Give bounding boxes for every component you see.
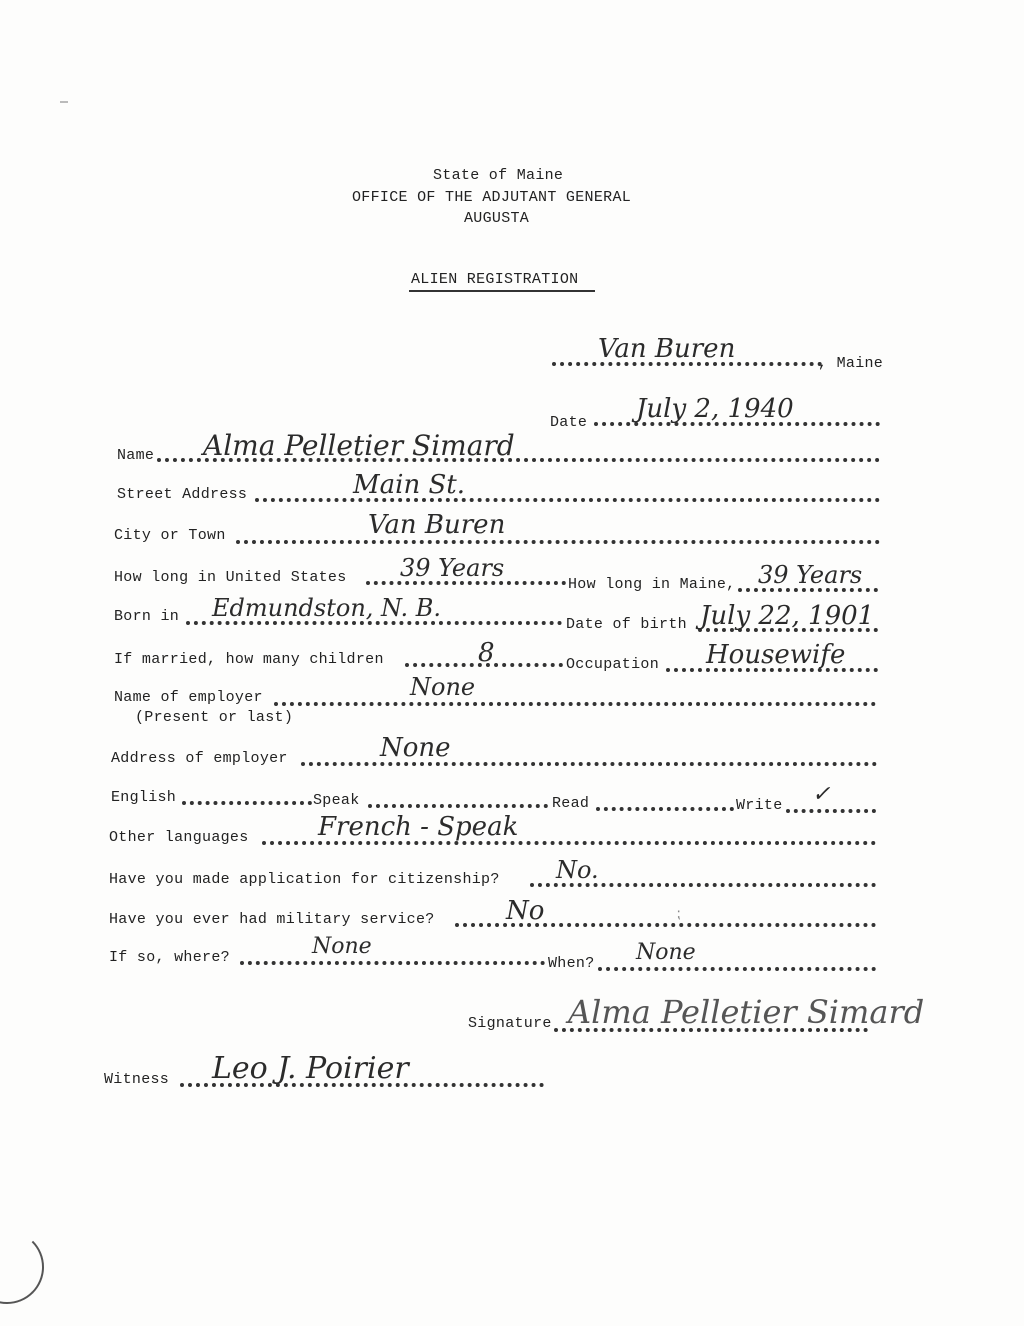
date-of-birth-label: Date of birth <box>566 616 687 633</box>
english-speak-label: Speak <box>313 792 360 809</box>
header-state: State of Maine <box>433 167 564 184</box>
where-value: None <box>312 934 372 959</box>
occupation-value: Housewife <box>706 640 846 670</box>
english-label: English <box>111 789 177 806</box>
citizenship-value: No. <box>556 856 599 884</box>
english-write-value: ✓ <box>812 782 831 807</box>
other-languages-label: Other languages <box>109 829 249 846</box>
location-state-label: , Maine <box>818 355 884 372</box>
where-label: If so, where? <box>109 949 230 966</box>
english-read-dots <box>596 807 734 811</box>
when-label: When? <box>548 955 595 972</box>
employer-address-value: None <box>380 733 451 763</box>
street-address-label: Street Address <box>117 486 248 503</box>
street-address-dots <box>255 498 880 502</box>
city-label: City or Town <box>114 527 226 544</box>
employer-name-dots <box>274 702 876 706</box>
how-long-us-label: How long in United States <box>114 569 347 586</box>
how-long-maine-label: How long in Maine, <box>568 576 736 593</box>
title-underline <box>409 290 595 292</box>
english-write-label: Write <box>736 797 783 814</box>
city-dots <box>236 540 880 544</box>
where-dots <box>240 961 545 965</box>
date-of-birth-value: July 22, 1901 <box>700 601 875 631</box>
children-value: 8 <box>478 638 495 668</box>
how-long-us-value: 39 Years <box>400 554 505 582</box>
date-value: July 2, 1940 <box>636 394 794 424</box>
employer-address-label: Address of employer <box>111 750 288 767</box>
english-write-dots <box>786 809 876 813</box>
name-label: Name <box>117 447 155 464</box>
occupation-label: Occupation <box>566 656 660 673</box>
date-label: Date <box>550 414 588 431</box>
born-in-value: Edmundston, N. B. <box>212 594 442 622</box>
stray-mark: ⁏ <box>676 906 681 922</box>
employer-name-label: Name of employer <box>114 689 263 706</box>
when-dots <box>598 967 876 971</box>
employer-name-value: None <box>410 673 476 701</box>
military-value: No <box>506 896 545 926</box>
header-office: OFFICE OF THE ADJUTANT GENERAL <box>352 189 632 206</box>
how-long-maine-value: 39 Years <box>758 561 863 589</box>
military-label: Have you ever had military service? <box>109 911 435 928</box>
edge-curve <box>0 1230 44 1304</box>
city-value: Van Buren <box>368 510 506 540</box>
signature-value: Alma Pelletier Simard <box>568 993 925 1031</box>
signature-label: Signature <box>468 1015 552 1032</box>
english-speak-dots <box>368 804 548 808</box>
scan-mark <box>60 101 68 103</box>
street-address-value: Main St. <box>353 470 465 500</box>
other-languages-value: French - Speak <box>318 812 519 842</box>
witness-value: Leo J. Poirier <box>212 1051 409 1086</box>
header-city: AUGUSTA <box>464 210 530 227</box>
witness-label: Witness <box>104 1071 170 1088</box>
form-title: ALIEN REGISTRATION <box>411 271 579 288</box>
name-value: Alma Pelletier Simard <box>203 429 515 462</box>
citizenship-label: Have you made application for citizenship? <box>109 871 500 888</box>
employer-name-sublabel: (Present or last) <box>135 709 294 726</box>
english-dots <box>182 801 312 805</box>
location-town-handwritten: Van Buren <box>598 334 736 364</box>
children-label: If married, how many children <box>114 651 384 668</box>
born-in-label: Born in <box>114 608 180 625</box>
when-value: None <box>636 940 696 965</box>
english-read-label: Read <box>552 795 590 812</box>
